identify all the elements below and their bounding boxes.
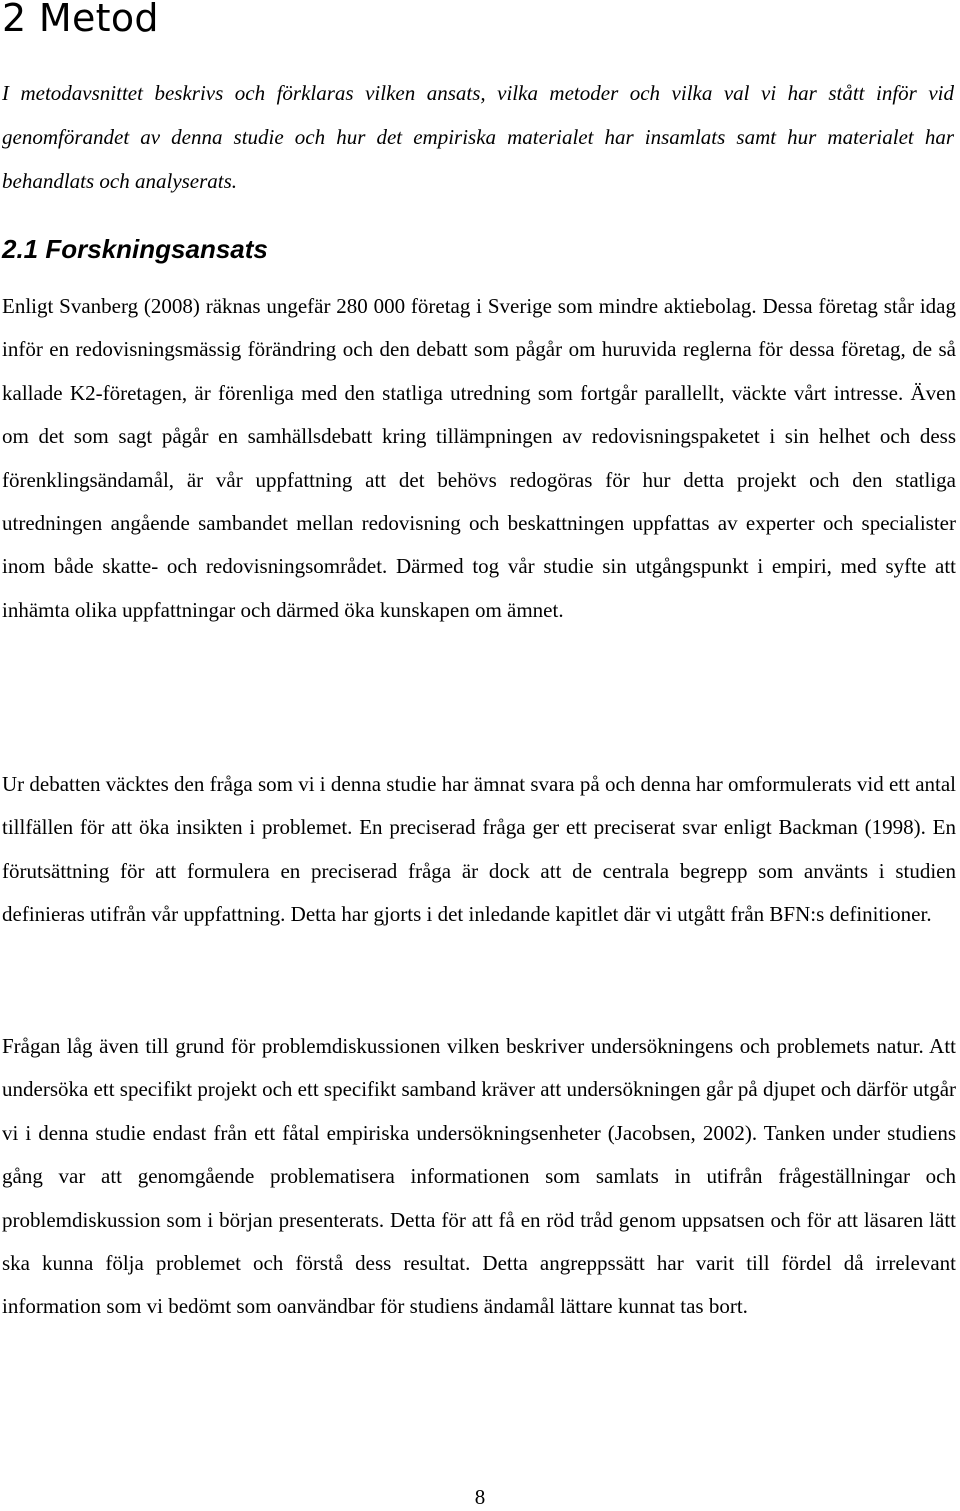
intro-paragraph: I metodavsnittet beskrivs och förklaras vilken ansats, vilka metoder och vilka val vi har stått inför vid genomförandet av denna studie och hur det empiriska materialet har insamlats samt hur materialet har behandlats och analyserats. — [2, 81, 954, 193]
section-title: 2.1 Forskningsansats — [2, 234, 268, 264]
page-number: 8 — [474, 1485, 486, 1509]
chapter-title: 2 Metod — [2, 0, 159, 40]
body-paragraph: Frågan låg även till grund för problemdiskussionen vilken beskriver undersökningens och problemets natur. Att undersöka ett specifikt projekt och ett specifikt samband kräver att undersökningen går på djupet och därför utgår vi i denna studie endast från ett fåtal empiriska undersökningsenheter (Jacobsen, 2002). Tanken under studiens gång var att genomgående problematisera informationen som samlats in utifrån frågeställningar och problemdiskussion som i början presenterats. Detta för att få en röd tråd genom uppsatsen och för att läsaren lätt ska kunna följa problemet och förstå dess resultat. Detta angreppssätt har varit till fördel då irrelevant information som vi bedömt som oanvändbar för studiens ändamål lättare kunnat tas bort. — [2, 1034, 957, 1319]
body-paragraph: Ur debatten väcktes den fråga som vi i denna studie har ämnat svara på och denna har omformulerats vid ett antal tillfällen för att öka insikten i problemet. En preciserad fråga ger ett preciserat svar enligt Backman (1998). En förutsättning för att formulera en preciserad fråga är dock att de centrala begrepp som använts i studien definieras utifrån vår uppfattning. Detta har gjorts i det inledande kapitlet där vi utgått från BFN:s definitioner. — [2, 772, 956, 927]
body-paragraph: Enligt Svanberg (2008) räknas ungefär 280 000 företag i Sverige som mindre aktiebolag. Dessa företag står idag inför en redovisningsmässig förändring och den debatt som pågår om huruvida reglerna för dessa företag, de så kallade K2-företagen, är förenliga med den statliga utredning som fortgår parallellt, väckte vårt intresse. Även om det som sagt pågår en samhällsdebatt kring tillämpningen av redovisningspaketet i sin helhet och dess förenklingsändamål, är vår uppfattning att det behövs redogöras för hur detta projekt och den statliga utredningen angående sambandet mellan redovisning och beskattningen uppfattas av experter och specialister inom både skatte- och redovisningsområdet. Därmed tog vår studie sin utgångspunkt i empiri, med syfte att inhämta olika uppfattningar och därmed öka kunskapen om ämnet. — [2, 294, 956, 622]
